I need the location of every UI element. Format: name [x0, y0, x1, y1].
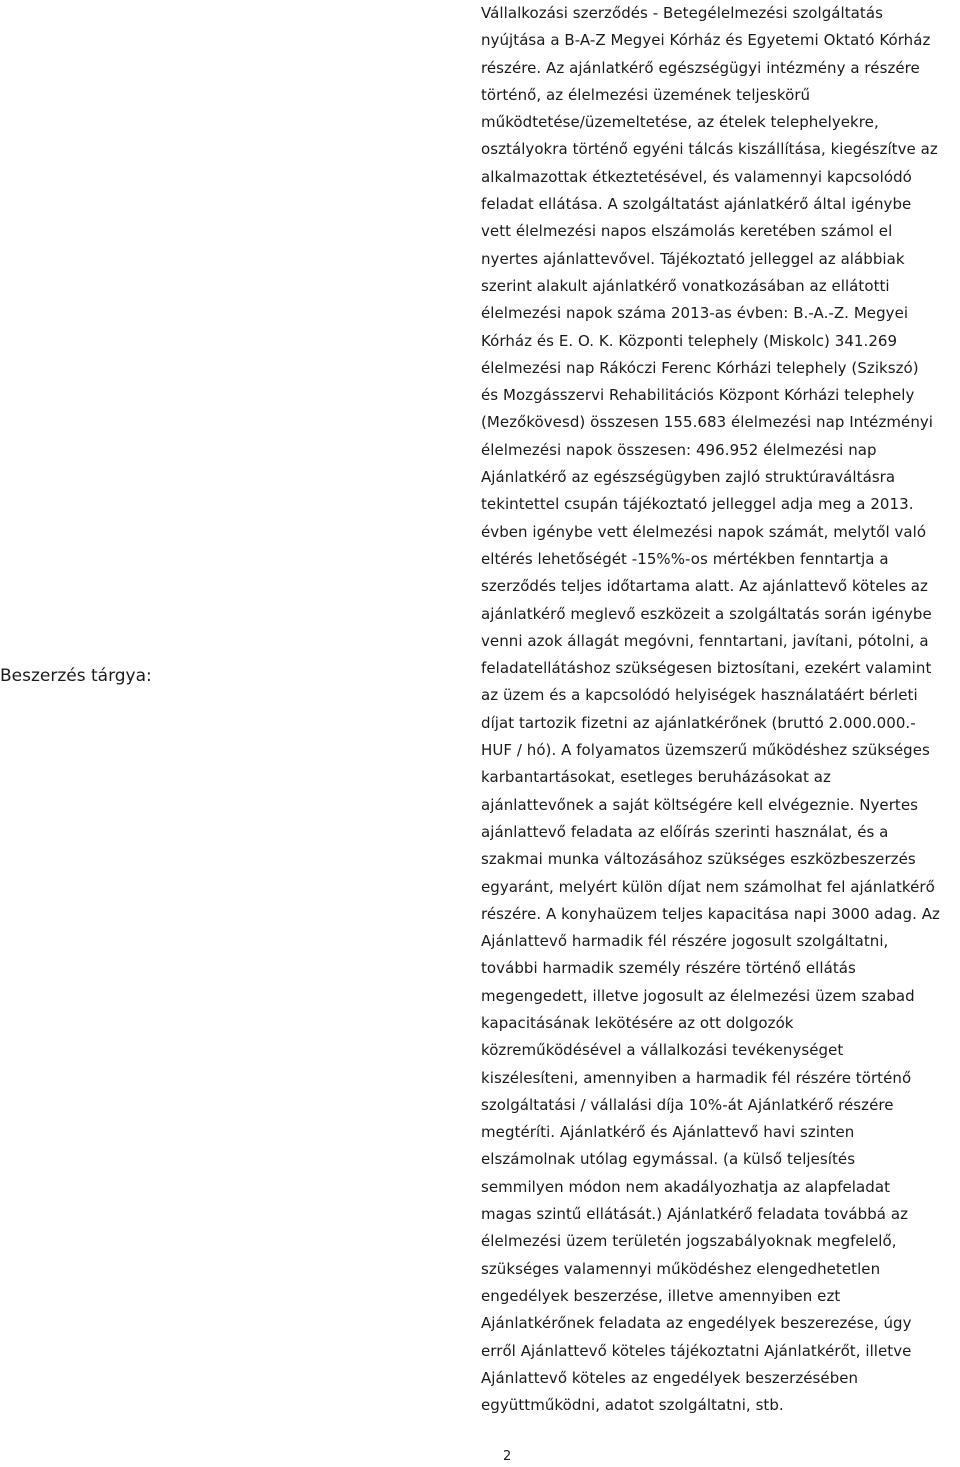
- text-line: megengedett, illetve jogosult az élelmezési üzem szabad: [481, 986, 915, 1005]
- text-line: erről Ajánlattevő köteles tájékoztatni Ajánlatkérőt, illetve: [481, 1341, 912, 1360]
- text-line: nyújtása a B-A-Z Megyei Kórház és Egyetemi Oktató Kórház: [481, 31, 931, 50]
- text-line: ajánlattevőnek a saját költségére kell elvégeznie. Nyertes: [481, 795, 918, 814]
- text-line: Ajánlattevő harmadik fél részére jogosult szolgáltatni,: [481, 932, 889, 951]
- field-value-text: [481, 0, 959, 1419]
- text-line: feladatellátáshoz szükségesen biztosítani, ezekért valamint: [481, 659, 932, 678]
- text-line: kapacitásának lekötésére az ott dolgozók: [481, 1013, 794, 1032]
- text-line: (Mezőkövesd) összesen 155.683 élelmezési nap Intézményi: [481, 413, 934, 432]
- field-label: Beszerzés tárgya:: [0, 666, 152, 686]
- text-line: magas szintű ellátását.) Ajánlatkérő feladata továbbá az: [481, 1205, 909, 1224]
- text-line: szerződés teljes időtartama alatt. Az ajánlattevő köteles az: [481, 577, 928, 596]
- text-line: szakmai munka változásához szükséges eszközbeszerzés: [481, 850, 916, 869]
- text-line: tekintettel csupán tájékoztató jelleggel adja meg a 2013.: [481, 495, 914, 514]
- text-line: szerint alakult ajánlatkérő vonatkozásában az ellátotti: [481, 276, 890, 295]
- page-number: 2: [503, 1449, 512, 1464]
- text-line: további harmadik személy részére történő ellátás: [481, 959, 856, 978]
- text-line: együttműködni, adatot szolgáltatni, stb.: [481, 1396, 784, 1415]
- text-line: történő, az élelmezési üzemének teljeskörű: [481, 85, 811, 104]
- text-line: kiszélesíteni, amennyiben a harmadik fél részére történő: [481, 1068, 912, 1087]
- text-line: részére. A konyhaüzem teljes kapacitása napi 3000 adag. Az: [481, 904, 940, 923]
- text-line: eltérés lehetőségét -15%%-os mértékben fenntartja a: [481, 549, 889, 568]
- text-line: élelmezési napok összesen: 496.952 élelmezési nap: [481, 440, 877, 459]
- text-line: venni azok állagát megóvni, fenntartani, javítani, pótolni, a: [481, 631, 929, 650]
- text-line: vett élelmezési napos elszámolás keretében számol el: [481, 222, 893, 241]
- text-line: Vállalkozási szerződés - Betegélelmezési szolgáltatás: [481, 4, 883, 22]
- text-line: elszámolnak utólag egymással. (a külső teljesítés: [481, 1150, 856, 1169]
- text-line: közreműködésével a vállalkozási tevékenységet: [481, 1041, 844, 1060]
- text-line: az üzem és a kapcsolódó helyiségek használatáért bérleti: [481, 686, 918, 705]
- text-line: megtéríti. Ajánlatkérő és Ajánlattevő havi szinten: [481, 1123, 855, 1142]
- text-line: ajánlattevő feladata az előírás szerinti használat, és a: [481, 822, 889, 841]
- text-line: szükséges valamennyi működéshez elengedhetetlen: [481, 1259, 881, 1278]
- text-line: Ajánlatkérőnek feladata az engedélyek beszerezése, úgy: [481, 1314, 912, 1333]
- text-line: élelmezési nap Rákóczi Ferenc Kórházi telephely (Szikszó): [481, 358, 919, 377]
- text-line: élelmezési üzem területén jogszabályoknak megfelelő,: [481, 1232, 897, 1251]
- text-line: engedélyek beszerzése, illetve amennyiben ezt: [481, 1286, 841, 1305]
- text-line: és Mozgásszervi Rehabilitációs Központ Kórházi telephely: [481, 386, 915, 405]
- text-line: ajánlatkérő meglevő eszközeit a szolgáltatás során igénybe: [481, 604, 932, 623]
- text-line: osztályokra történő egyéni tálcás kiszállítása, kiegészítve az: [481, 140, 938, 159]
- text-line: HUF / hó). A folyamatos üzemszerű működéshez szükséges: [481, 741, 930, 760]
- text-line: működtetése/üzemeltetése, az ételek telephelyekre,: [481, 113, 879, 132]
- text-line: egyaránt, melyért külön díjat nem számolhat fel ajánlatkérő: [481, 877, 935, 896]
- text-line: karbantartásokat, esetleges beruházásokat az: [481, 768, 831, 787]
- text-line: alkalmazottak étkeztetésével, és valamennyi kapcsolódó: [481, 167, 912, 186]
- text-line: Ajánlatkérő az egészségügyben zajló struktúraváltásra: [481, 468, 896, 487]
- text-line: szolgáltatási / vállalási díja 10%-át Ajánlatkérő részére: [481, 1095, 894, 1114]
- text-line: részére. Az ajánlatkérő egészségügyi intézmény a részére: [481, 58, 920, 77]
- text-line: Kórház és E. O. K. Központi telephely (Miskolc) 341.269: [481, 331, 898, 350]
- text-line: feladat ellátása. A szolgáltatást ajánlatkérő által igénybe: [481, 195, 912, 214]
- text-line: nyertes ajánlattevővel. Tájékoztató jelleggel az alábbiak: [481, 249, 905, 268]
- text-line: semmilyen módon nem akadályozhatja az alapfeladat: [481, 1177, 891, 1196]
- text-line: Ajánlattevő köteles az engedélyek beszerzésében: [481, 1368, 859, 1387]
- text-line: élelmezési napok száma 2013-as évben: B.-A.-Z. Megyei: [481, 304, 909, 323]
- text-line: évben igénybe vett élelmezési napok számát, melytől való: [481, 522, 927, 541]
- text-line: díjat tartozik fizetni az ajánlatkérőnek (bruttó 2.000.000.-: [481, 713, 916, 732]
